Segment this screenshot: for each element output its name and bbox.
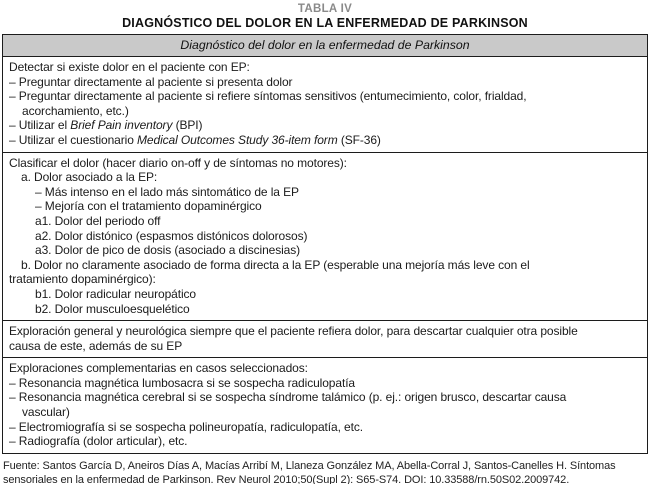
text-segment: tratamiento dopaminérgico): [9,272,156,287]
table-line [9,376,641,391]
table-number-label: TABLA IV [297,3,353,15]
text-segment: Clasificar el dolor (hacer diario on-off y de síntomas no motores): [9,155,347,170]
text-segment: (BPI) [172,118,203,133]
source-citation [3,459,648,484]
table-line [35,214,641,229]
table-line [9,272,641,287]
table-line [9,60,641,75]
italic-text-segment: Medical Outcomes Study 36-item form [137,132,338,147]
text-segment: – Electromiografía si se sospecha polineuropatía, radiculopatía, etc. [9,419,363,434]
table-line [21,258,641,273]
table-header-row: Diagnóstico del dolor en la enfermedad de Parkinson [3,35,647,57]
text-segment: – Utilizar el cuestionario [9,132,138,147]
text-segment: (SF-36) [337,132,381,147]
text-segment: – Más intenso en el lado más sintomático de la EP [35,184,299,199]
text-segment: a2. Dolor distónico (espasmos distónicos dolorosos) [35,228,308,243]
text-segment: a1. Dolor del periodo off [35,213,161,228]
table-line [35,243,641,258]
text-segment: Exploración general y neurológica siempre que el paciente refiera dolor, para descartar cualquier otra posible [9,324,578,339]
table-line [9,405,641,420]
text-segment: causa de este, además de su EP [9,338,183,353]
table-line [9,339,641,354]
table-line [35,185,641,200]
table-section-3 [3,320,647,357]
text-segment: b. Dolor no claramente asociado de forma directa a la EP (esperable una mejoría más leve con el [21,257,530,272]
page-title: DIAGNÓSTICO DEL DOLOR EN LA ENFERMEDAD DE PARKINSON [122,16,528,30]
text-segment: vascular) [22,405,70,420]
table-line [9,89,641,104]
table-line [9,133,641,148]
text-segment: acorchamiento, etc.) [22,103,129,118]
text-segment: – Utilizar el [9,118,71,133]
table-section-2 [3,152,647,321]
text-segment: – Preguntar directamente al paciente si refiere síntomas sensitivos (entumecimiento, color, frialdad, [9,89,527,104]
table-body [3,57,647,453]
text-segment: – Resonancia magnética cerebral si se sospecha síndrome talámico (p. ej.: origen brusco, descartar causa [9,390,567,405]
table-line [9,104,641,119]
text-segment: b1. Dolor radicular neuropático [35,286,196,301]
table-line [9,361,641,376]
table-line [9,324,641,339]
text-segment: – Mejoría con el tratamiento dopaminérgico [35,199,262,214]
citation-line-1: Fuente: Santos García D, Aneiros Días A, Macías Arribí M, Llaneza González MA, Abella-Corral J, Santos-Canelles H. Síntomas [3,459,616,472]
table-line [9,156,641,171]
table-line [35,229,641,244]
text-segment: Detectar si existe dolor en el paciente con EP: [9,60,250,74]
table-line [9,434,641,449]
table-section-1 [3,57,647,152]
table-line [21,170,641,185]
table-line [9,118,641,133]
table-line [9,420,641,435]
text-segment: – Resonancia magnética lumbosacra si se sospecha radiculopatía [9,375,356,390]
citation-line-2: sensoriales en la enfermedad de Parkinson. Rev Neurol 2010;50(Supl 2): S65-S74. DOI: 10.33588/rn.50S02.2009742. [3,473,570,484]
table-line [35,199,641,214]
text-segment: – Radiografía (dolor articular), etc. [9,434,188,449]
text-segment: Exploraciones complementarias en casos seleccionados: [9,361,308,376]
text-segment: b2. Dolor musculoesquelético [35,301,190,316]
parkinson-pain-table [2,34,648,454]
table-section-4 [3,357,647,453]
table-line [35,287,641,302]
table-caption [0,0,650,31]
italic-text-segment: Brief Pain inventory [70,118,173,133]
text-segment: a3. Dolor de pico de dosis (asociado a discinesias) [35,243,301,258]
text-segment: a. Dolor asociado a la EP: [21,170,158,185]
table-line [35,302,641,317]
table-line [9,75,641,90]
table-line [9,390,641,405]
text-segment: – Preguntar directamente al paciente si presenta dolor [9,74,293,89]
